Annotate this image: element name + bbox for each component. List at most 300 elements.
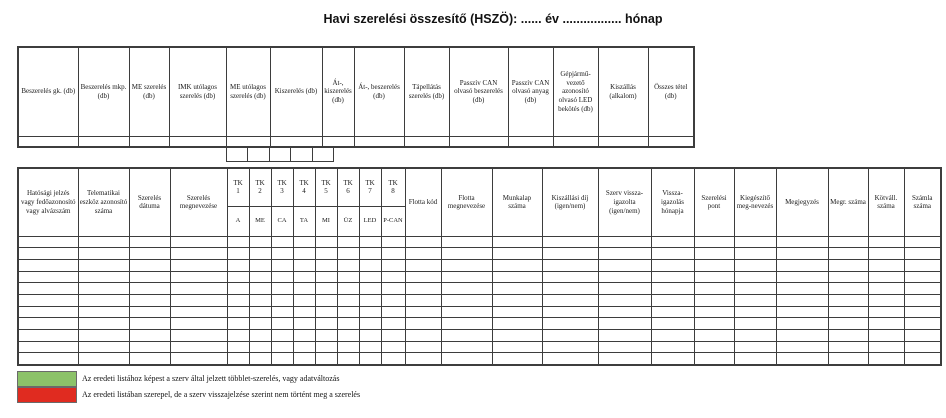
empty-cell [78, 283, 129, 295]
empty-cell [249, 306, 271, 318]
empty-cell [694, 294, 734, 306]
empty-cell [337, 341, 359, 353]
empty-cell [492, 318, 542, 330]
empty-cell [828, 236, 868, 248]
empty-cell [868, 259, 904, 271]
tk-code: ÜZ [337, 206, 359, 236]
empty-cell [18, 271, 78, 283]
empty-cell [598, 248, 651, 260]
strip-row [227, 148, 334, 162]
empty-cell [441, 294, 492, 306]
empty-cell [904, 330, 941, 342]
empty-cell [776, 353, 828, 365]
empty-cell [271, 294, 293, 306]
empty-cell [315, 318, 337, 330]
installations-body [18, 236, 941, 365]
empty-cell [904, 353, 941, 365]
empty-cell [315, 306, 337, 318]
tk-code: ME [249, 206, 271, 236]
empty-cell [492, 294, 542, 306]
col-header: Passzív CAN olvasó beszerelés (db) [449, 47, 508, 136]
summary-values-row [18, 136, 694, 147]
empty-cell [18, 318, 78, 330]
empty-cell [694, 271, 734, 283]
empty-cell [271, 271, 293, 283]
empty-cell [170, 248, 227, 260]
empty-cell [359, 306, 381, 318]
empty-cell [542, 306, 598, 318]
empty-cell [381, 294, 405, 306]
empty-cell [293, 236, 315, 248]
empty-cell [904, 236, 941, 248]
empty-cell [441, 236, 492, 248]
empty-cell [227, 318, 249, 330]
empty-cell [542, 318, 598, 330]
tk-col-header: TK 2 [249, 168, 271, 206]
empty-cell [405, 306, 441, 318]
empty-cell [492, 341, 542, 353]
empty-cell [868, 248, 904, 260]
tk-code: LED [359, 206, 381, 236]
empty-cell [868, 353, 904, 365]
tk-col-header: TK 1 [227, 168, 249, 206]
col-header: Telematikai eszköz azonosító száma [78, 168, 129, 236]
empty-cell [359, 341, 381, 353]
empty-cell [694, 283, 734, 295]
empty-cell [170, 341, 227, 353]
empty-cell [542, 330, 598, 342]
empty-cell [542, 248, 598, 260]
empty-cell [227, 271, 249, 283]
empty-cell [904, 259, 941, 271]
empty-cell [359, 318, 381, 330]
empty-cell [293, 259, 315, 271]
col-header: Flotta megnevezése [441, 168, 492, 236]
installations-row [18, 341, 941, 353]
empty-cell [78, 248, 129, 260]
empty-cell [293, 271, 315, 283]
empty-cell [904, 248, 941, 260]
empty-cell [129, 341, 170, 353]
col-header: Szerelés megnevezése [170, 168, 227, 236]
empty-cell [315, 271, 337, 283]
empty-cell [227, 294, 249, 306]
tk-col-header: TK 4 [293, 168, 315, 206]
empty-cell [734, 318, 776, 330]
empty-cell [381, 341, 405, 353]
empty-cell [381, 271, 405, 283]
empty-cell [249, 259, 271, 271]
empty-cell [542, 236, 598, 248]
empty-cell [598, 136, 648, 147]
empty-cell [249, 236, 271, 248]
tk-col-header: TK 5 [315, 168, 337, 206]
empty-cell [78, 136, 129, 147]
empty-cell [170, 306, 227, 318]
empty-cell [359, 259, 381, 271]
empty-cell [542, 259, 598, 271]
col-header: Át-, beszerelés (db) [354, 47, 404, 136]
empty-cell [227, 248, 249, 260]
empty-cell [78, 259, 129, 271]
empty-cell [78, 330, 129, 342]
col-header: Kiszállási díj (igen/nem) [542, 168, 598, 236]
empty-cell [129, 306, 170, 318]
empty-cell [293, 330, 315, 342]
empty-cell [227, 306, 249, 318]
empty-cell [776, 259, 828, 271]
empty-cell [78, 341, 129, 353]
empty-cell [734, 236, 776, 248]
empty-cell [868, 341, 904, 353]
empty-cell [694, 353, 734, 365]
col-header: Munkalap száma [492, 168, 542, 236]
empty-cell [129, 294, 170, 306]
empty-cell [271, 259, 293, 271]
empty-cell [78, 353, 129, 365]
empty-cell [651, 259, 694, 271]
empty-cell [18, 259, 78, 271]
empty-cell [18, 330, 78, 342]
empty-cell [78, 271, 129, 283]
empty-cell [776, 271, 828, 283]
empty-cell [270, 136, 322, 147]
empty-cell [441, 283, 492, 295]
empty-cell [315, 248, 337, 260]
empty-cell [315, 330, 337, 342]
empty-cell [694, 306, 734, 318]
col-header: Kiszerelés (db) [270, 47, 322, 136]
empty-cell [337, 248, 359, 260]
empty-cell [359, 294, 381, 306]
empty-cell [776, 248, 828, 260]
col-header: Kiszállás (alkalom) [598, 47, 648, 136]
empty-cell [648, 136, 694, 147]
empty-cell [381, 330, 405, 342]
empty-cell [904, 341, 941, 353]
empty-cell [381, 318, 405, 330]
empty-cell [381, 259, 405, 271]
empty-cell [170, 236, 227, 248]
empty-cell [78, 294, 129, 306]
empty-cell [694, 330, 734, 342]
empty-cell [227, 330, 249, 342]
col-header: Át-, kiszerelés (db) [322, 47, 354, 136]
col-header: Flotta kód [405, 168, 441, 236]
empty-cell [249, 283, 271, 295]
empty-cell [492, 259, 542, 271]
empty-cell [828, 306, 868, 318]
empty-cell [868, 294, 904, 306]
col-header: Kiegészítő meg-nevezés [734, 168, 776, 236]
empty-cell [249, 318, 271, 330]
empty-cell [651, 330, 694, 342]
empty-cell [271, 341, 293, 353]
empty-cell [170, 271, 227, 283]
col-header: Gépjármű-vezető azonosító olvasó LED bekötés (db) [553, 47, 598, 136]
empty-cell [776, 283, 828, 295]
empty-cell [694, 236, 734, 248]
tk-code: MI [315, 206, 337, 236]
legend-label: Az eredeti listához képest a szerv által jelzett többlet-szerelés, vagy adatváltozás [82, 374, 340, 383]
empty-cell [271, 353, 293, 365]
tk-code: TA [293, 206, 315, 236]
empty-cell [694, 248, 734, 260]
empty-cell [598, 259, 651, 271]
empty-cell [18, 306, 78, 318]
empty-cell [651, 341, 694, 353]
empty-cell [868, 306, 904, 318]
empty-cell [508, 136, 553, 147]
empty-cell [293, 306, 315, 318]
empty-cell [734, 306, 776, 318]
col-header: Megr. száma [828, 168, 868, 236]
col-header: Hatósági jelzés vagy fedőazonosító vagy alvázszám [18, 168, 78, 236]
empty-cell [828, 294, 868, 306]
empty-cell [354, 136, 404, 147]
empty-cell [734, 341, 776, 353]
empty-cell [248, 148, 269, 162]
empty-cell [828, 353, 868, 365]
empty-cell [381, 353, 405, 365]
legend-label: Az eredeti listában szerepel, de a szerv visszajelzése szerint nem történt meg a szerelés [82, 390, 361, 399]
empty-cell [734, 283, 776, 295]
empty-cell [291, 148, 312, 162]
col-header: Megjegyzés [776, 168, 828, 236]
empty-cell [776, 330, 828, 342]
installations-row [18, 318, 941, 330]
col-header: Szerelési pont [694, 168, 734, 236]
empty-cell [18, 248, 78, 260]
empty-cell [598, 341, 651, 353]
empty-cell [904, 271, 941, 283]
empty-cell [868, 271, 904, 283]
empty-cell [271, 283, 293, 295]
installations-header-row [18, 168, 941, 206]
empty-cell [293, 353, 315, 365]
installations-row [18, 271, 941, 283]
empty-cell [405, 248, 441, 260]
empty-cell [904, 306, 941, 318]
empty-cell [441, 330, 492, 342]
empty-cell [492, 236, 542, 248]
empty-cell [598, 306, 651, 318]
col-header: IMK utólagos szerelés (db) [169, 47, 226, 136]
empty-cell [734, 271, 776, 283]
empty-cell [542, 341, 598, 353]
empty-cell [651, 236, 694, 248]
legend-swatch-red [17, 387, 77, 403]
empty-cell [129, 271, 170, 283]
summary-header-row [18, 47, 694, 136]
empty-cell [271, 306, 293, 318]
installations-row [18, 248, 941, 260]
empty-cell [129, 318, 170, 330]
empty-cell [904, 318, 941, 330]
empty-cell [269, 148, 290, 162]
empty-cell [776, 306, 828, 318]
empty-cell [249, 341, 271, 353]
empty-cell [227, 236, 249, 248]
empty-cell [337, 259, 359, 271]
empty-cell [553, 136, 598, 147]
empty-cell [441, 353, 492, 365]
empty-cell [405, 259, 441, 271]
empty-cell [381, 248, 405, 260]
empty-cell [129, 330, 170, 342]
empty-cell [249, 294, 271, 306]
empty-cell [776, 318, 828, 330]
tk-col-header: TK 3 [271, 168, 293, 206]
empty-cell [734, 259, 776, 271]
empty-cell [868, 318, 904, 330]
empty-cell [359, 353, 381, 365]
empty-cell [337, 353, 359, 365]
empty-cell [359, 330, 381, 342]
empty-cell [776, 341, 828, 353]
empty-cell [694, 341, 734, 353]
empty-cell [315, 353, 337, 365]
empty-cell [271, 318, 293, 330]
empty-cell [129, 353, 170, 365]
installations-row [18, 259, 941, 271]
empty-cell [828, 330, 868, 342]
empty-cell [651, 318, 694, 330]
empty-cell [828, 271, 868, 283]
empty-cell [170, 259, 227, 271]
empty-cell [734, 248, 776, 260]
empty-cell [734, 330, 776, 342]
col-header: Tápellátás szerelés (db) [404, 47, 449, 136]
empty-cell [18, 236, 78, 248]
empty-cell [293, 318, 315, 330]
empty-cell [249, 353, 271, 365]
empty-cell [694, 259, 734, 271]
empty-cell [293, 294, 315, 306]
col-header: Passzív CAN olvasó anyag (db) [508, 47, 553, 136]
empty-cell [170, 353, 227, 365]
empty-cell [441, 259, 492, 271]
empty-cell [227, 259, 249, 271]
col-header: ME szerelés (db) [129, 47, 169, 136]
empty-cell [170, 294, 227, 306]
empty-cell [405, 341, 441, 353]
empty-cell [598, 294, 651, 306]
col-header: Szerelés dátuma [129, 168, 170, 236]
empty-cell [598, 236, 651, 248]
installations-row [18, 330, 941, 342]
installations-row [18, 306, 941, 318]
empty-cell [337, 236, 359, 248]
empty-cell [868, 236, 904, 248]
empty-cell [492, 271, 542, 283]
col-header: ME utólagos szerelés (db) [226, 47, 270, 136]
col-header: Vissza-igazolás hónapja [651, 168, 694, 236]
empty-cell [337, 318, 359, 330]
empty-cell [405, 271, 441, 283]
col-header: Szerv vissza-igazolta (igen/nem) [598, 168, 651, 236]
empty-cell [249, 248, 271, 260]
empty-cell [381, 236, 405, 248]
tk-code: P-CAN [381, 206, 405, 236]
empty-cell [598, 330, 651, 342]
empty-cell [651, 353, 694, 365]
empty-cell [315, 283, 337, 295]
empty-cell [405, 283, 441, 295]
empty-cell [776, 294, 828, 306]
empty-cell [18, 341, 78, 353]
empty-cell [542, 283, 598, 295]
empty-cell [868, 283, 904, 295]
empty-cell [734, 294, 776, 306]
empty-cell [651, 248, 694, 260]
empty-cell [129, 136, 169, 147]
empty-cell [337, 271, 359, 283]
empty-cell [337, 294, 359, 306]
empty-cell [315, 294, 337, 306]
empty-cell [227, 283, 249, 295]
empty-cell [598, 353, 651, 365]
empty-cell [694, 318, 734, 330]
empty-cell [293, 283, 315, 295]
empty-cell [129, 283, 170, 295]
empty-cell [828, 248, 868, 260]
empty-cell [359, 236, 381, 248]
empty-cell [441, 341, 492, 353]
empty-cell [542, 294, 598, 306]
empty-cell [405, 294, 441, 306]
empty-cell [828, 283, 868, 295]
col-header: Összes tétel (db) [648, 47, 694, 136]
empty-cell [651, 294, 694, 306]
tk-col-header: TK 7 [359, 168, 381, 206]
empty-cell [227, 341, 249, 353]
empty-cell [441, 306, 492, 318]
empty-cell [271, 236, 293, 248]
empty-cell [904, 283, 941, 295]
empty-cell [18, 136, 78, 147]
empty-cell [271, 330, 293, 342]
interim-cell-strip [226, 147, 334, 162]
empty-cell [441, 248, 492, 260]
empty-cell [227, 353, 249, 365]
empty-cell [542, 271, 598, 283]
tk-code: CA [271, 206, 293, 236]
empty-cell [170, 318, 227, 330]
empty-cell [492, 248, 542, 260]
installations-row [18, 236, 941, 248]
empty-cell [337, 330, 359, 342]
empty-cell [405, 353, 441, 365]
empty-cell [337, 306, 359, 318]
summary-table [17, 46, 695, 148]
tk-col-header: TK 8 [381, 168, 405, 206]
empty-cell [359, 271, 381, 283]
empty-cell [492, 283, 542, 295]
empty-cell [249, 271, 271, 283]
empty-cell [312, 148, 333, 162]
empty-cell [78, 306, 129, 318]
empty-cell [651, 271, 694, 283]
empty-cell [542, 353, 598, 365]
empty-cell [492, 330, 542, 342]
empty-cell [441, 271, 492, 283]
empty-cell [129, 236, 170, 248]
empty-cell [227, 148, 248, 162]
empty-cell [492, 353, 542, 365]
empty-cell [293, 248, 315, 260]
empty-cell [129, 248, 170, 260]
